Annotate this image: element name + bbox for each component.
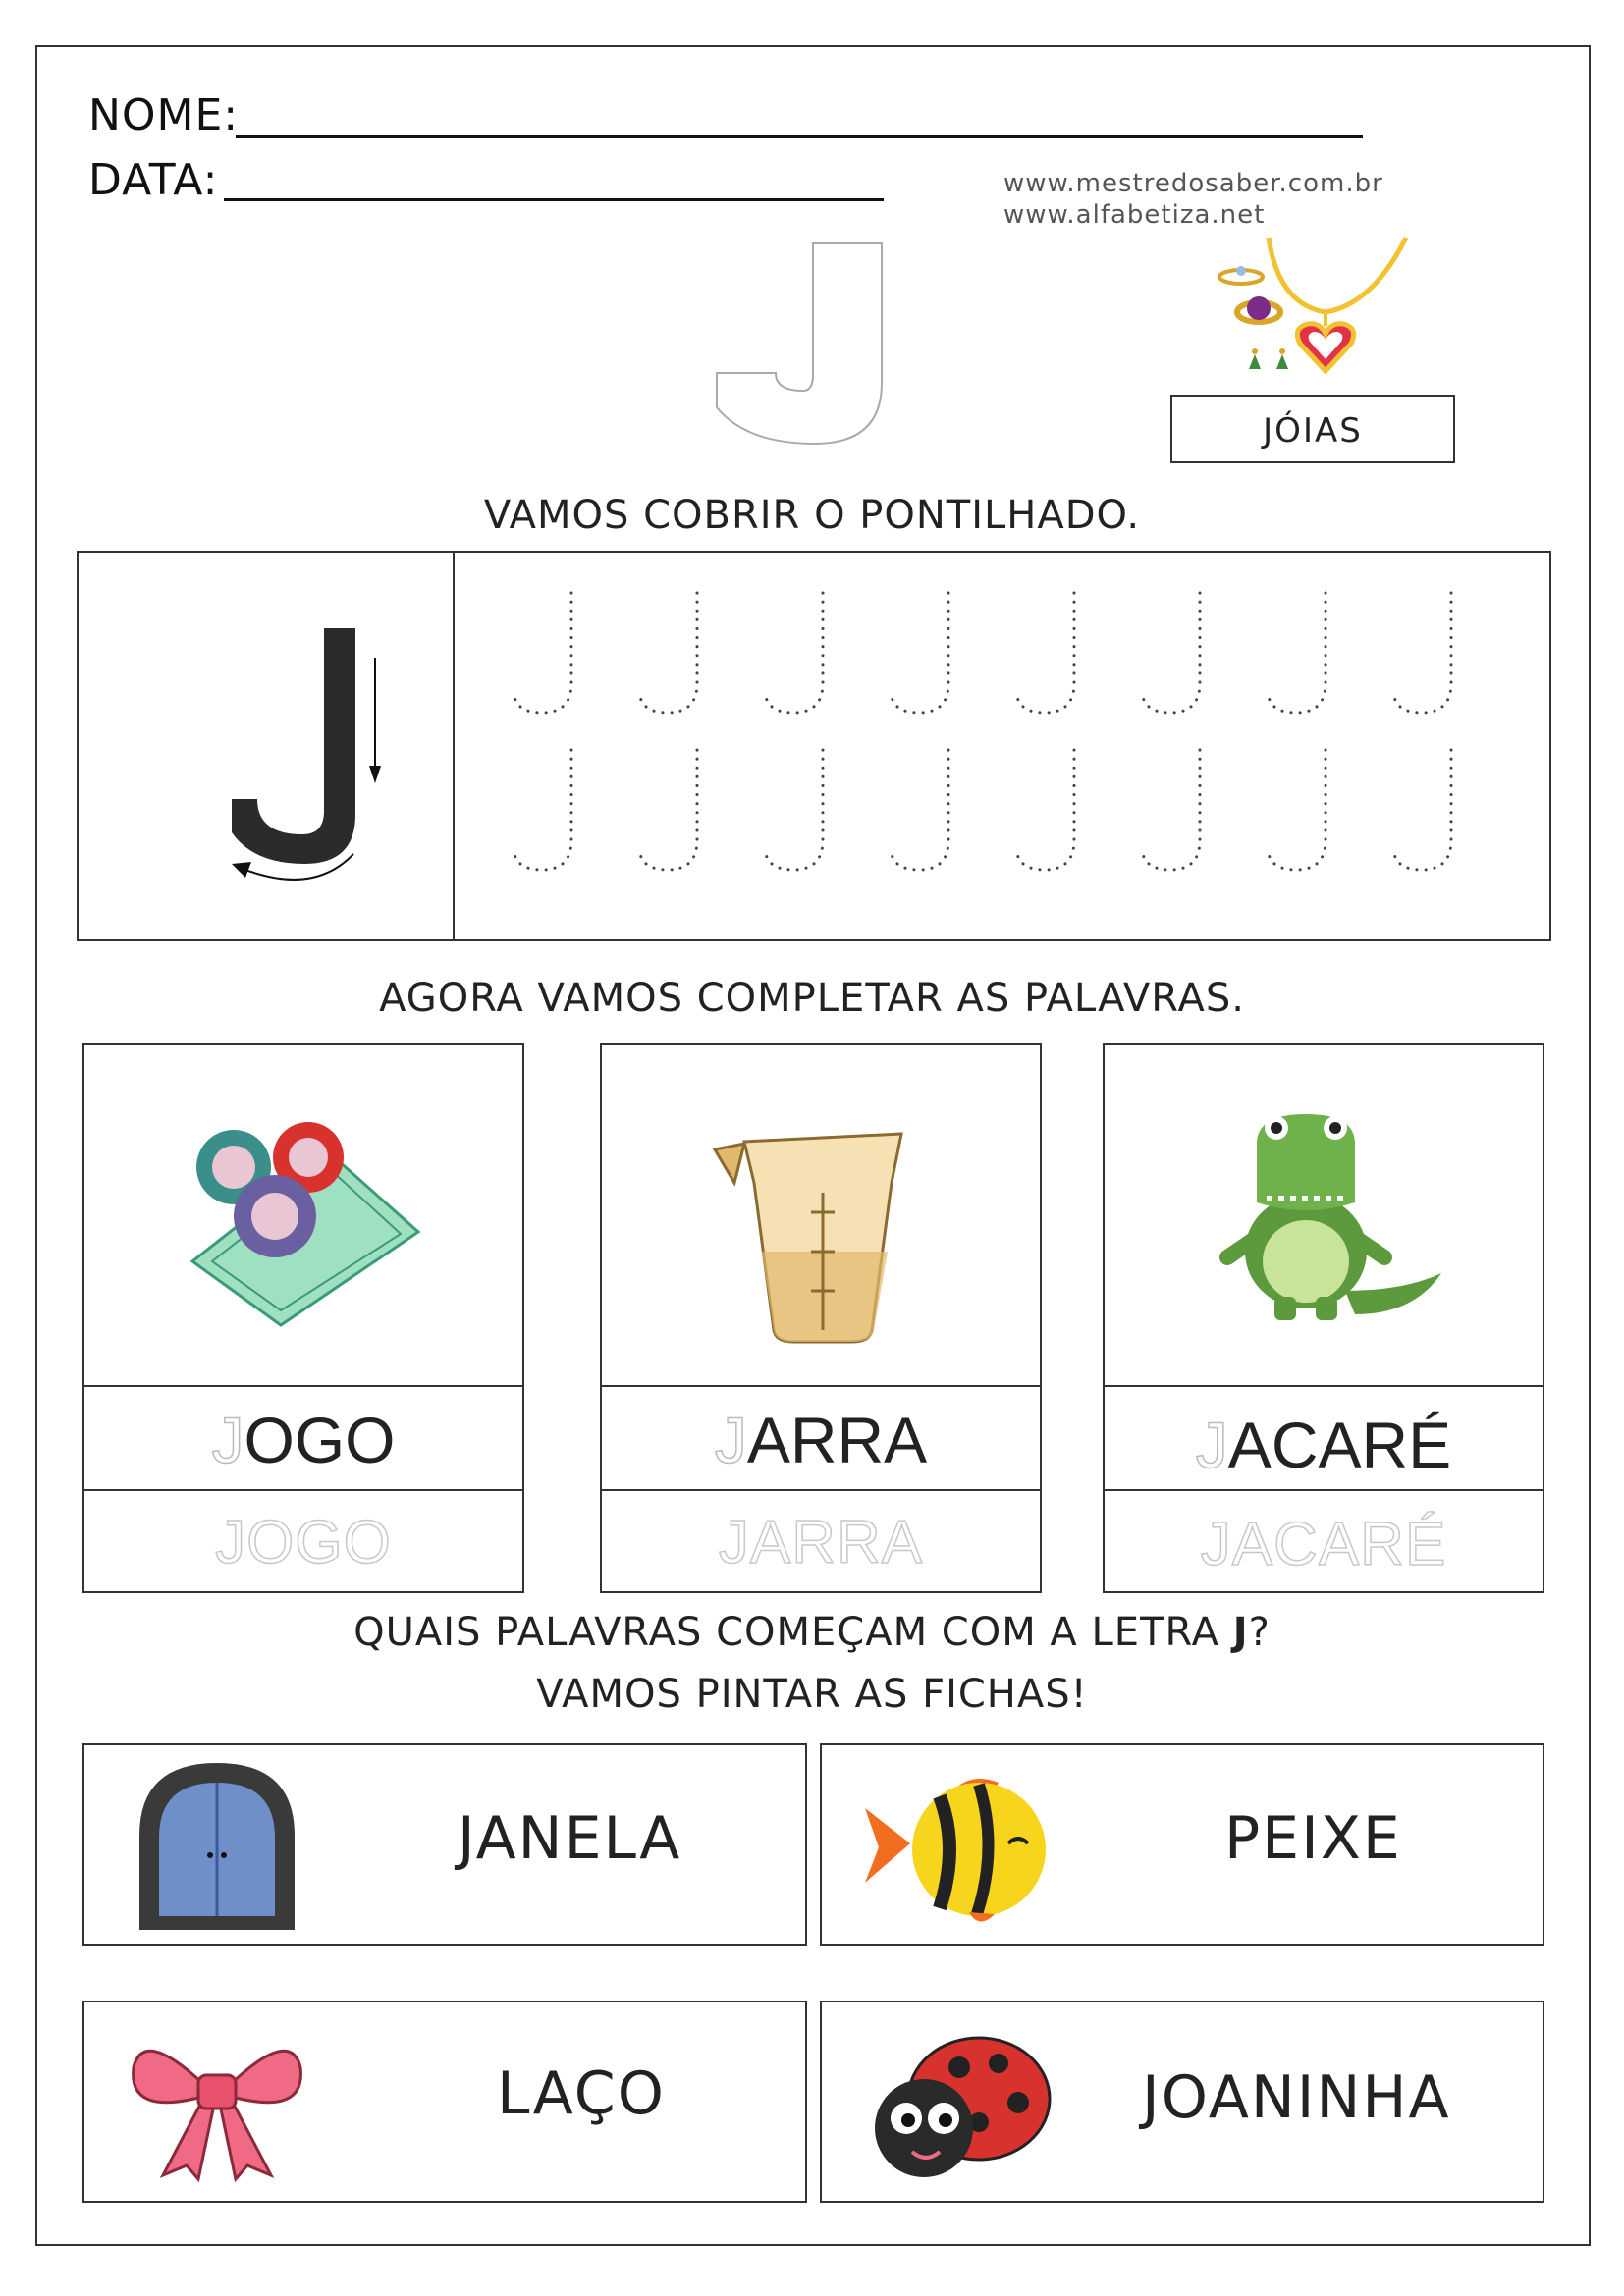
paint-card-laco[interactable] bbox=[82, 2001, 807, 2203]
site-url-1: www.mestredosaber.com.br bbox=[1003, 169, 1383, 198]
word-rest: ARRA bbox=[746, 1404, 928, 1476]
word-card-dotted-2[interactable]: JARRA bbox=[600, 1489, 1042, 1593]
paint-card-word: LAÇO bbox=[497, 2059, 666, 2128]
dotted-j-letter[interactable] bbox=[1245, 746, 1343, 878]
paint-heading-letter: J bbox=[1232, 1610, 1249, 1655]
paint-heading-prefix: QUAIS PALAVRAS COMEÇAM COM A LETRA bbox=[353, 1610, 1233, 1655]
date-line[interactable] bbox=[224, 198, 884, 201]
word-card-dotted-3[interactable]: JACARÉ bbox=[1103, 1489, 1544, 1593]
word-card-dotted-1[interactable]: JOGO bbox=[82, 1489, 524, 1593]
paint-heading-suffix: ? bbox=[1248, 1610, 1271, 1655]
word-card-answer-3[interactable] bbox=[1103, 1385, 1544, 1491]
dotted-j-letter[interactable] bbox=[1119, 746, 1218, 878]
paint-card-word: PEIXE bbox=[1224, 1804, 1402, 1873]
paint-card-peixe[interactable] bbox=[820, 1743, 1544, 1946]
word-rest: OGO bbox=[244, 1404, 396, 1476]
word-card-image-2 bbox=[600, 1043, 1042, 1387]
fish-icon bbox=[861, 1765, 1057, 1936]
dotted-j-letter[interactable] bbox=[868, 746, 966, 878]
dotted-j-letter[interactable] bbox=[742, 746, 840, 878]
date-label: DATA: bbox=[88, 155, 219, 205]
dotted-j-letter[interactable] bbox=[742, 589, 840, 721]
blank-letter: J bbox=[211, 1404, 244, 1476]
blank-letter: J bbox=[1195, 1409, 1228, 1481]
paint-card-word: JOANINHA bbox=[1142, 2063, 1451, 2132]
paint-card-word: JANELA bbox=[458, 1804, 682, 1873]
tracing-heading: VAMOS COBRIR O PONTILHADO. bbox=[483, 493, 1141, 538]
dotted-j-letter[interactable] bbox=[491, 589, 589, 721]
word-rest: ACARÉ bbox=[1227, 1409, 1452, 1481]
word-card-answer-1[interactable] bbox=[82, 1385, 524, 1491]
word-card-answer-2[interactable] bbox=[600, 1385, 1042, 1491]
name-line[interactable] bbox=[236, 135, 1363, 138]
dotted-j-letter[interactable] bbox=[1371, 746, 1469, 878]
dotted-j-letter[interactable] bbox=[994, 589, 1092, 721]
site-url-2: www.alfabetiza.net bbox=[1003, 200, 1266, 230]
paint-heading-1 bbox=[0, 1610, 1624, 1655]
tracing-grid[interactable] bbox=[491, 589, 1532, 913]
dotted-j-letter[interactable] bbox=[994, 746, 1092, 878]
jewelry-icon bbox=[1210, 236, 1418, 385]
dotted-j-letter[interactable] bbox=[617, 589, 715, 721]
bow-icon bbox=[124, 2028, 310, 2189]
dotted-j-letter[interactable] bbox=[617, 746, 715, 878]
name-label: NOME: bbox=[88, 90, 240, 140]
dotted-j-letter[interactable] bbox=[1371, 589, 1469, 721]
blank-letter: J bbox=[714, 1404, 747, 1476]
word-card-image-3 bbox=[1103, 1043, 1544, 1387]
ladybug-icon bbox=[861, 2024, 1057, 2195]
paint-card-joaninha[interactable] bbox=[820, 2001, 1544, 2203]
hero-letter-outline bbox=[707, 236, 893, 452]
poker-chips-money-icon bbox=[183, 1114, 428, 1334]
alligator-icon bbox=[1208, 1104, 1443, 1344]
tracing-divider bbox=[453, 551, 455, 941]
model-letter bbox=[206, 618, 383, 893]
dotted-j-letter[interactable] bbox=[1245, 589, 1343, 721]
dotted-j-letter[interactable] bbox=[491, 746, 589, 878]
word-card-image-1 bbox=[82, 1043, 524, 1387]
complete-heading: AGORA VAMOS COMPLETAR AS PALAVRAS. bbox=[379, 976, 1245, 1021]
measuring-jug-icon bbox=[705, 1124, 941, 1363]
dotted-j-letter[interactable] bbox=[868, 589, 966, 721]
paint-card-janela[interactable] bbox=[82, 1743, 807, 1946]
dotted-j-letter[interactable] bbox=[1119, 589, 1218, 721]
jewelry-caption: JÓIAS bbox=[1170, 395, 1455, 463]
paint-heading-2: VAMOS PINTAR AS FICHAS! bbox=[536, 1672, 1088, 1717]
window-icon bbox=[134, 1757, 300, 1938]
